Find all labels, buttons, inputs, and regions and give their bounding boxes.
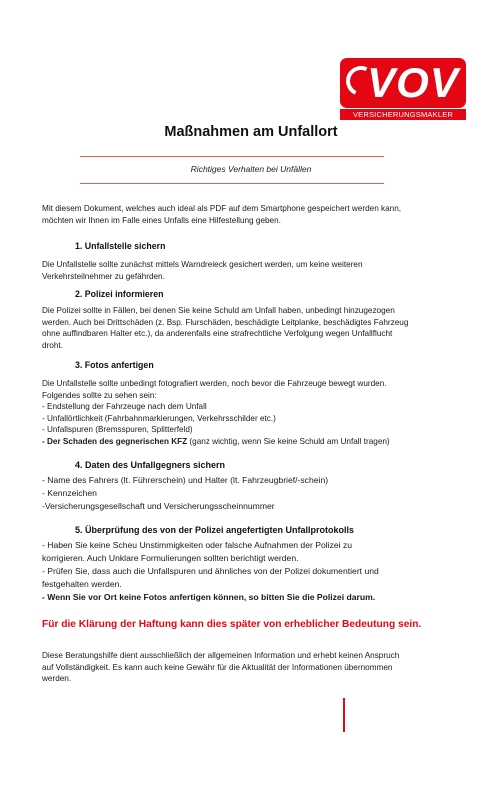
divider-top bbox=[80, 156, 384, 157]
liability-note: Für die Klärung der Haftung kann dies später von erheblicher Bedeutung sein. bbox=[42, 619, 422, 630]
text-cursor bbox=[343, 698, 345, 732]
vov-logo bbox=[340, 58, 466, 120]
section-4-heading: 4. Daten des Unfallgegners sichern bbox=[75, 460, 226, 470]
section-5-heading: 5. Überprüfung des von der Polizei angefertigten Unfallprotokolls bbox=[75, 525, 355, 535]
section-5-text: - Haben Sie keine Scheu Unstimmigkeiten oder falsche Aufnahmen der Polizei zu korrigieren. Auch Unklare Formulierungen sollten berichtigt werden. - Prüfen Sie, dass auch die Unfallspuren und ähnliches von der Polizei dokumentiert und festgehalten werden. - Wenn Sie vor Ort keine Fotos anfertigen können, so bitten Sie die Polizei darum. bbox=[42, 540, 379, 602]
disclaimer-paragraph: Diese Beratungshilfe dient ausschließlich der allgemeinen Information und erhebt keinen Anspruch auf Vollständigkeit. Es kann auch keine Gewähr für die Aktualität der Informationen übernommen werden. bbox=[42, 651, 400, 683]
section-2-heading: 2. Polizei informieren bbox=[75, 289, 164, 299]
section-4-text: - Name des Fahrers (lt. Führerschein) und Halter (lt. Fahrzeugbrief/-schein) - Kennzeichen -Versicherungsgesellschaft und Versicherungsscheinnummer bbox=[42, 475, 329, 511]
section-3-text: Die Unfallstelle sollte unbedingt fotografiert werden, noch bevor die Fahrzeuge bewegt wurden. Folgendes sollte zu sehen sein: - Endstellung der Fahrzeuge nach dem Unfall - Unfallörtlichkeit (Fahrbahnmarkierungen, Verkehrsschilder etc.) - Unfallspuren (Bremsspuren, Splitterfeld) - Der Schaden des gegnerischen KFZ (ganz wichtig, wenn Sie keine Schuld am Unfall tragen) bbox=[42, 378, 422, 447]
logo-subtitle: VERSICHERUNGSMAKLER bbox=[340, 109, 466, 120]
document-subtitle: Richtiges Verhalten bei Unfällen bbox=[190, 164, 312, 174]
intro-paragraph: Mit diesem Dokument, welches auch ideal als PDF auf dem Smartphone gespeichert werden kann, möchten wir Ihnen im Falle eines Unfalls eine Hilfestellung geben. bbox=[42, 204, 402, 225]
document-title: Maßnahmen am Unfallort bbox=[164, 124, 338, 140]
section-1-text: Die Unfallstelle sollte zunächst mittels Warndreieck gesichert werden, um keine weiteren Verkehrsteilnehmer zu gefährden. bbox=[42, 260, 363, 281]
logo-badge bbox=[340, 58, 466, 108]
divider-bottom bbox=[80, 183, 384, 184]
section-2-text: Die Polizei sollte in Fällen, bei denen Sie keine Schuld am Unfall haben, unbedingt hinzugezogen werden. Auch bei Drittschäden (z. Bsp. Flurschäden, beschädigte Leitplanke, beschädigtes Fahrzeug ohne auffindbaren Halter etc.), da anderenfalls eine strafrechtliche Verfolgung wegen Unfallflucht droht. bbox=[42, 306, 409, 350]
section-3-last-line: - Der Schaden des gegnerischen KFZ (ganz wichtig, wenn Sie keine Schuld am Unfall tragen) bbox=[42, 436, 390, 446]
logo-wordmark: VOV bbox=[367, 59, 459, 106]
section-3-heading: 3. Fotos anfertigen bbox=[75, 360, 154, 370]
section-1-heading: 1. Unfallstelle sichern bbox=[75, 241, 166, 251]
